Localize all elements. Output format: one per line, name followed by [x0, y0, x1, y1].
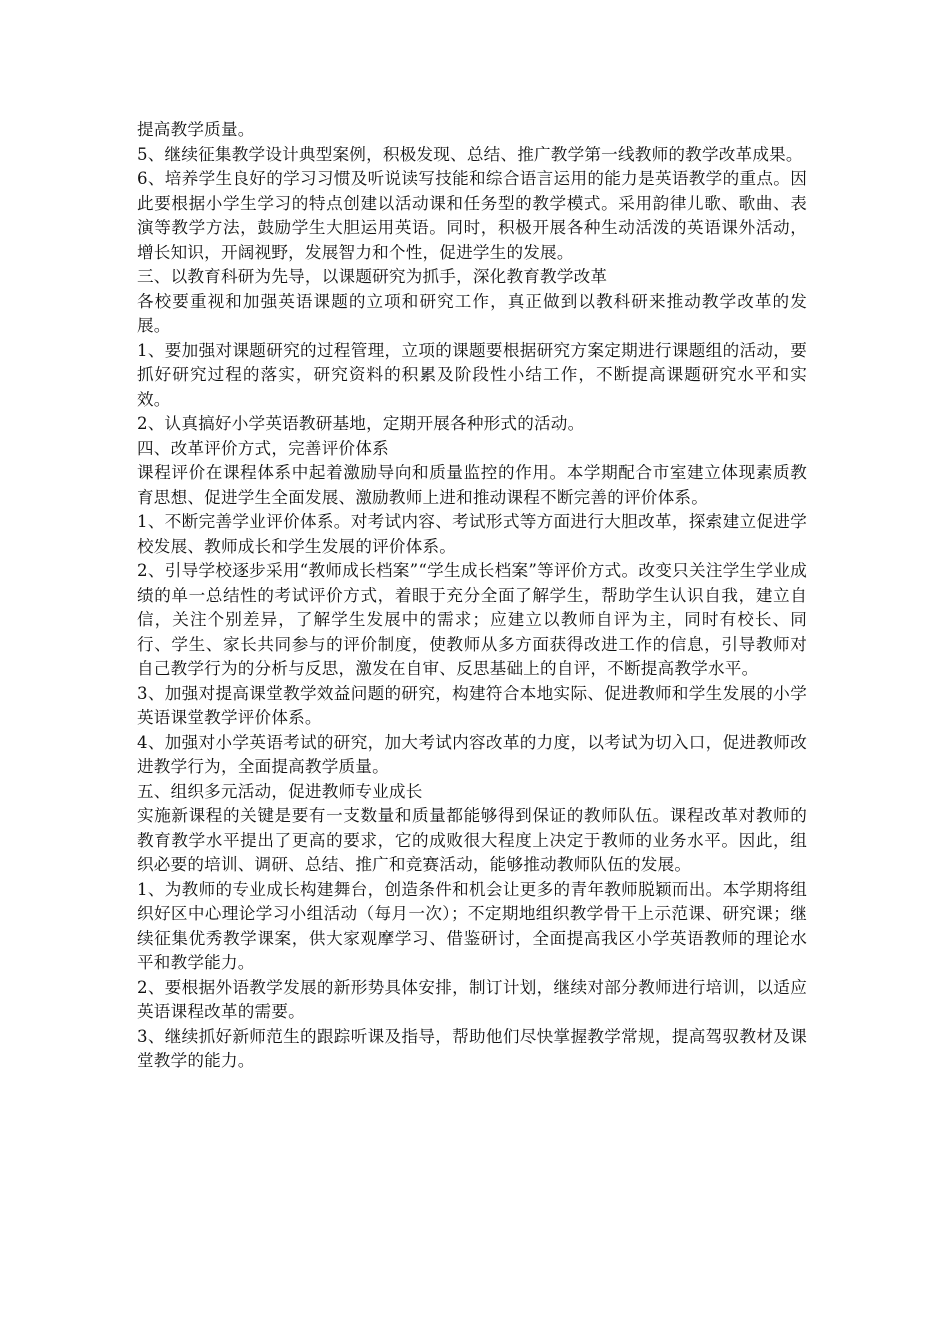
paragraph: 5、继续征集教学设计典型案例，积极发现、总结、推广教学第一线教师的教学改革成果。: [137, 144, 803, 164]
paragraph: 6、培养学生良好的学习习惯及听说读写技能和综合语言运用的能力是英语教学的重点。因此要根据小学生学习的特点创建以活动课和任务型的教学模式。采用韵律儿歌、歌曲、表演等教学方法，鼓励学生大胆运用英语。同时，积极开展各种生动活泼的英语课外活动，增长知识，开阔视野，发展智力和个性，促进学生的发展。: [137, 169, 807, 262]
paragraph: 提高教学质量。: [137, 120, 255, 139]
paragraph: 2、认真搞好小学英语教研基地，定期开展各种形式的活动。: [137, 414, 585, 433]
paragraph: 1、不断完善学业评价体系。对考试内容、考试形式等方面进行大胆改革，探索建立促进学校发展、教师成长和学生发展的评价体系。: [137, 512, 807, 556]
section-heading: 五、组织多元活动，促进教师专业成长: [137, 781, 423, 801]
paragraph: 3、继续抓好新师范生的跟踪听课及指导，帮助他们尽快掌握教学常规，提高驾驭教材及课堂教学的能力。: [137, 1026, 807, 1070]
paragraph: 1、要加强对课题研究的过程管理，立项的课题要根据研究方案定期进行课题组的活动，要抓好研究过程的落实，研究资料的积累及阶段性小结工作，不断提高课题研究水平和实效。: [137, 340, 807, 409]
document-body: [137, 118, 807, 1074]
paragraph: 2、引导学校逐步采用“教师成长档案”“学生成长档案”等评价方式。改变只关注学生学业成绩的单一总结性的考试评价方式，着眼于充分全面了解学生，帮助学生认识自我，建立自信，关注个别差异，了解学生发展中的需求；应建立以教师自评为主，同时有校长、同行、学生、家长共同参与的评价制度，使教师从多方面获得改进工作的信息，引导教师对自己教学行为的分析与反思，激发在自审、反思基础上的自评，不断提高教学水平。: [137, 561, 807, 678]
section-heading: 四、改革评价方式，完善评价体系: [137, 438, 389, 458]
paragraph: 课程评价在课程体系中起着激励导向和质量监控的作用。本学期配合市室建立体现素质教育思想、促进学生全面发展、激励教师上进和推动课程不断完善的评价体系。: [137, 463, 807, 507]
section-heading: 三、以教育科研为先导，以课题研究为抓手，深化教育教学改革: [137, 267, 608, 286]
paragraph: 3、加强对提高课堂教学效益问题的研究，构建符合本地实际、促进教师和学生发展的小学英语课堂教学评价体系。: [137, 683, 807, 727]
paragraph: 2、要根据外语教学发展的新形势具体安排，制订计划，继续对部分教师进行培训，以适应英语课程改革的需要。: [137, 977, 807, 1021]
paragraph: 各校要重视和加强英语课题的立项和研究工作，真正做到以教科研来推动教学改革的发展。: [137, 291, 807, 335]
paragraph: 实施新课程的关键是要有一支数量和质量都能够得到保证的教师队伍。课程改革对教师的教育教学水平提出了更高的要求，它的成败很大程度上决定于教师的业务水平。因此，组织必要的培训、调研、总结、推广和竞赛活动，能够推动教师队伍的发展。: [137, 806, 807, 874]
paragraph: 4、加强对小学英语考试的研究，加大考试内容改革的力度，以考试为切入口，促进教师改进教学行为，全面提高教学质量。: [137, 732, 807, 776]
paragraph: 1、为教师的专业成长构建舞台，创造条件和机会让更多的青年教师脱颖而出。本学期将组织好区中心理论学习小组活动（每月一次）；不定期地组织教学骨干上示范课、研究课；继续征集优秀教学课案，供大家观摩学习、借鉴研讨，全面提高我区小学英语教师的理论水平和教学能力。: [137, 879, 807, 972]
